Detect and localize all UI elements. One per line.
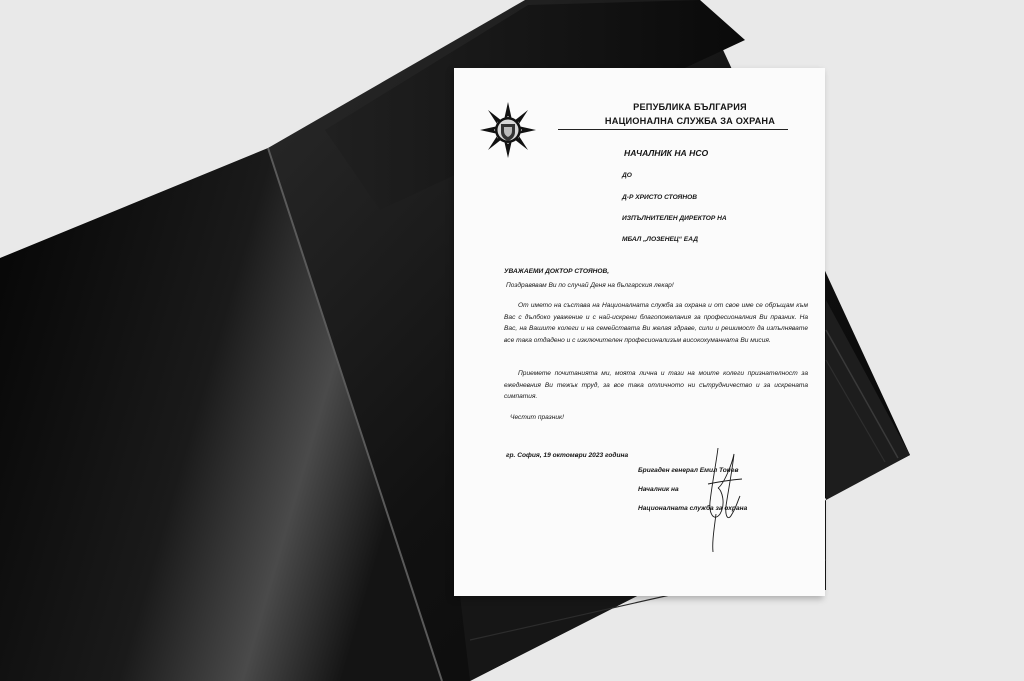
handwritten-signature <box>698 444 748 554</box>
recipient-name: Д-Р ХРИСТО СТОЯНОВ <box>622 194 698 201</box>
signer-rank: Бригаден генерал Емил Тонев <box>638 467 739 474</box>
letterhead-divider <box>558 129 788 130</box>
org-line-1: РЕПУБЛИКА БЪЛГАРИЯ <box>633 102 747 112</box>
paragraph-main: От името на състава на Националната служба за охрана и от свое име се обръщам към Вас с дълбоко уважение и с най-искрени благопожелания за професионалния Ви празник. На Вас, на Вашите колеги и на семействата Ви желая здраве, сили и решимост да изпълнявате все така отдадено и с изключителен професионализъм високохуманната Ви мисия. <box>504 302 808 344</box>
signer-title-line2: Националната служба за охрана <box>638 505 748 512</box>
folder-pocket-fold <box>826 300 910 500</box>
paragraph-greeting: Поздравявам Ви по случай Деня на българския лекар! <box>506 282 674 289</box>
paragraph-thanks: Приемете почитанията ми, моята лична и тази на моите колеги признателност за ежедневния Ви тежък труд, за все така отличното ни сътрудничество и за искрената симпатия. <box>504 370 808 401</box>
recipient-institution: МБАЛ „ЛОЗЕНЕЦ“ ЕАД <box>622 236 698 243</box>
closing-line: Честит празник! <box>510 414 564 421</box>
recipient-to: ДО <box>622 172 632 179</box>
salutation: УВАЖАЕМИ ДОКТОР СТОЯНОВ, <box>504 268 610 275</box>
recipient-position: ИЗПЪЛНИТЕЛЕН ДИРЕКТОР НА <box>622 215 727 222</box>
nso-emblem-icon <box>480 102 536 158</box>
letter-heading: НАЧАЛНИК НА НСО <box>624 148 709 158</box>
signer-title-line1: Началник на <box>638 486 679 493</box>
org-line-2: НАЦИОНАЛНА СЛУЖБА ЗА ОХРАНА <box>604 116 776 126</box>
place-date: гр. София, 19 октомври 2023 година <box>506 452 629 459</box>
letter-sheet <box>454 68 825 596</box>
